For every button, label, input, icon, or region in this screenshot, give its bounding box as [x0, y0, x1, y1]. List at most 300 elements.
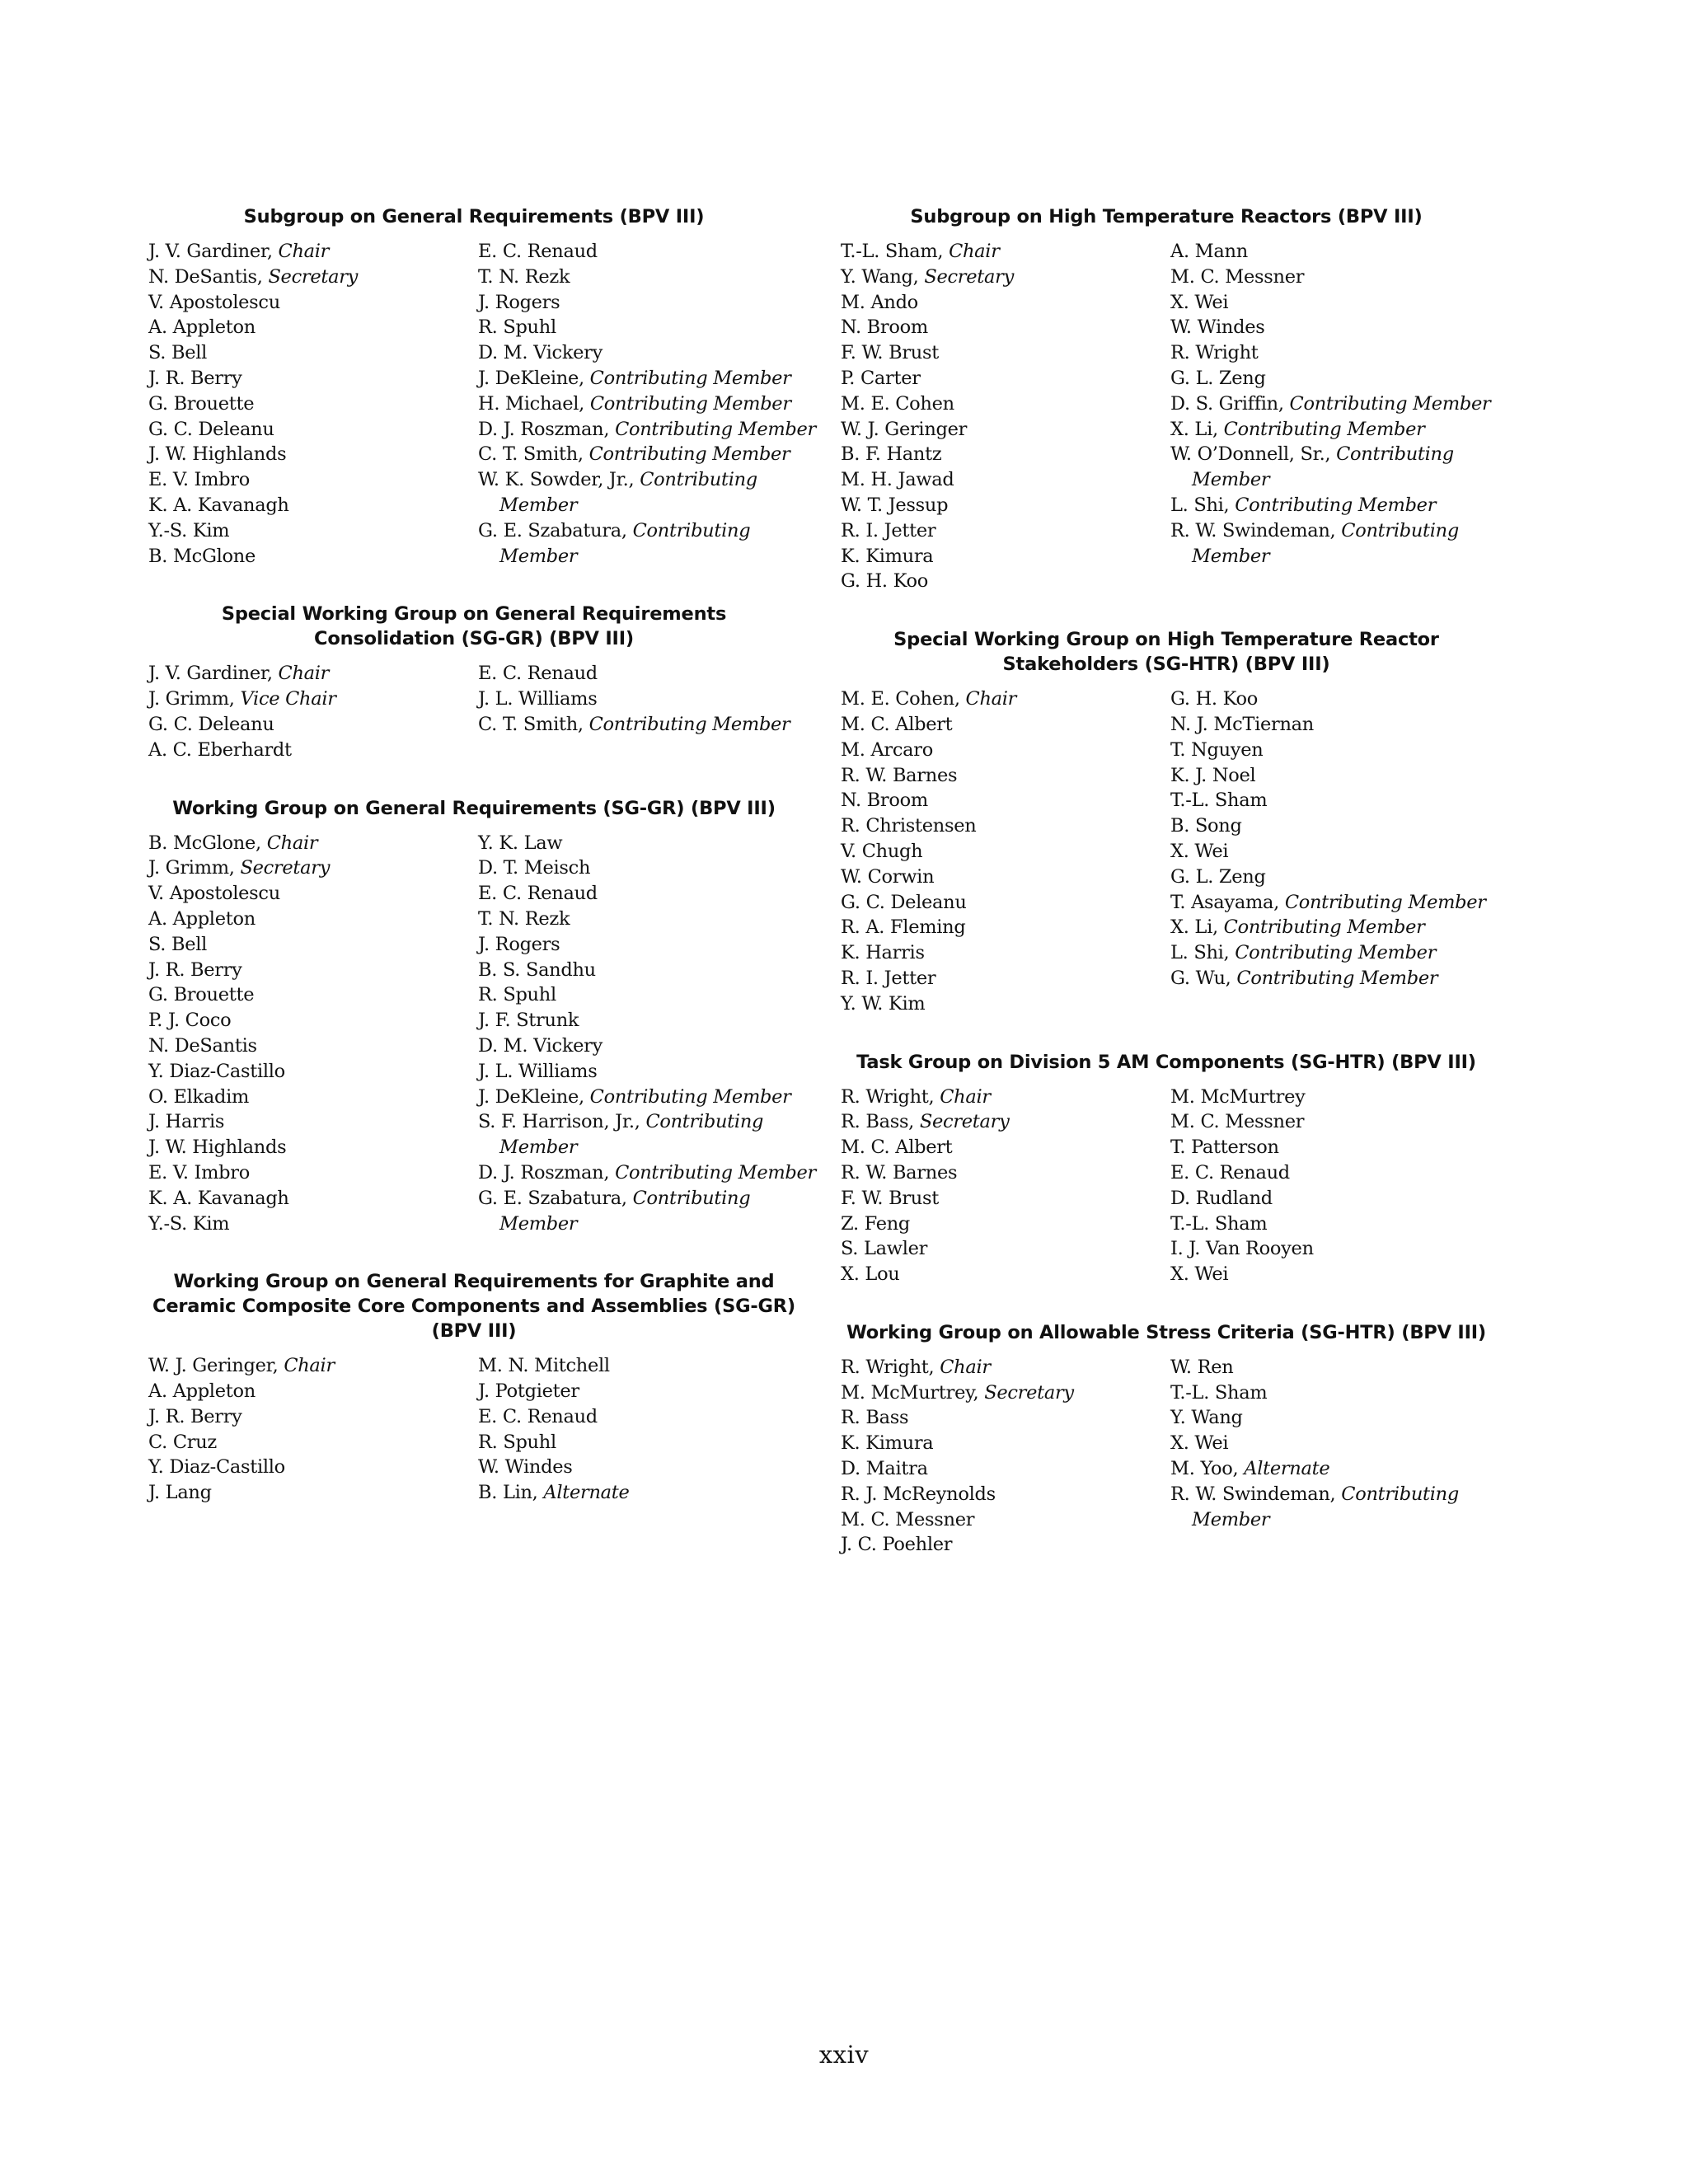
member-entry	[1170, 890, 1500, 916]
member-name: K. A. Kavanagh	[148, 494, 289, 516]
member-entry	[148, 315, 478, 340]
member-name: A. Appleton	[148, 1380, 256, 1403]
section-title: Subgroup on General Requirements (BPV III)	[243, 206, 705, 227]
member-list	[148, 239, 816, 569]
member-entry	[1170, 915, 1500, 940]
member-entry	[478, 881, 808, 907]
member-role: Alternate	[543, 1482, 630, 1504]
member-name: N. DeSantis	[148, 1034, 257, 1057]
member-name: R. Bass	[841, 1407, 909, 1429]
member-name: M. H. Jawad	[841, 469, 954, 491]
member-entry	[841, 290, 1170, 316]
member-name: G. C. Deleanu	[841, 891, 967, 913]
member-name: E. V. Imbro	[148, 469, 250, 491]
member-name: M. Arcaro	[841, 738, 933, 761]
member-entry	[478, 391, 808, 417]
member-entry	[841, 763, 1170, 789]
member-name: X. Li,	[1170, 916, 1218, 939]
member-name: Y. Wang,	[841, 265, 919, 288]
member-name: E. C. Renaud	[478, 1405, 598, 1427]
member-name: X. Wei	[1170, 840, 1229, 862]
member-entry	[478, 1379, 808, 1404]
member-name: X. Lou	[841, 1263, 900, 1286]
member-entry	[1170, 1160, 1500, 1186]
member-name: E. V. Imbro	[148, 1161, 250, 1183]
member-column	[478, 831, 816, 1237]
member-name: F. W. Brust	[841, 342, 939, 364]
section-title: Task Group on Division 5 AM Components (SG-HTR) (BPV III)	[856, 1051, 1476, 1073]
member-name: B. McGlone	[148, 545, 256, 567]
member-list	[841, 1355, 1492, 1558]
member-role-continued: Member	[499, 494, 578, 516]
section-title: Special Working Group on General Requirements Consolidation (SG-GR) (BPV III)	[221, 603, 727, 650]
member-entry	[1170, 940, 1500, 966]
member-name: M. E. Cohen	[841, 392, 954, 415]
member-entry	[841, 1380, 1170, 1406]
member-name: W. Windes	[478, 1456, 573, 1479]
member-name: Y. Diaz-Castillo	[148, 1456, 285, 1479]
member-name: G. L. Zeng	[1170, 865, 1266, 888]
member-name: Y.-S. Kim	[148, 1212, 230, 1235]
member-name: G. E. Szabatura,	[478, 519, 627, 541]
member-name: G. E. Szabatura,	[478, 1187, 627, 1209]
member-entry	[478, 1353, 808, 1379]
member-entry	[148, 958, 478, 983]
member-name: J. DeKleine,	[478, 1085, 584, 1108]
member-role-continued: Member	[1192, 545, 1270, 567]
member-name: Y. W. Kim	[841, 992, 926, 1015]
member-role: Secretary	[924, 265, 1014, 288]
member-role: Contributing Member	[1284, 891, 1486, 913]
member-entry	[1170, 865, 1500, 890]
member-name: J. W. Highlands	[148, 443, 287, 466]
member-role: Contributing	[632, 1187, 751, 1209]
member-name: K. Kimura	[841, 1432, 934, 1455]
member-entry	[841, 340, 1170, 366]
committee-section	[841, 1050, 1492, 1287]
member-name: D. Rudland	[1170, 1187, 1273, 1209]
member-column	[1170, 239, 1500, 594]
member-name: J. F. Strunk	[478, 1010, 579, 1032]
committee-section	[148, 1269, 799, 1506]
section-title: Special Working Group on High Temperature Reactor Stakeholders (SG-HTR) (BPV III)	[893, 629, 1439, 676]
member-list	[841, 687, 1492, 1016]
member-name: D. M. Vickery	[478, 1034, 603, 1057]
member-entry	[148, 1455, 478, 1480]
member-role: Contributing	[1336, 443, 1454, 466]
member-role: Chair	[278, 241, 330, 262]
member-name: T.-L. Sham	[1170, 790, 1268, 812]
member-role: Alternate	[1244, 1458, 1330, 1480]
member-name: X. Wei	[1170, 1432, 1229, 1455]
member-name: S. Bell	[148, 342, 208, 364]
member-list	[148, 831, 816, 1237]
member-name: R. W. Barnes	[841, 1161, 958, 1183]
member-role: Contributing	[1341, 519, 1459, 541]
member-name: W. Ren	[1170, 1356, 1234, 1378]
member-role-continued: Member	[1192, 1508, 1270, 1530]
member-entry	[148, 1160, 478, 1186]
member-name: J. Grimm,	[148, 857, 235, 879]
member-entry	[841, 865, 1170, 890]
member-name: C. Cruz	[148, 1431, 217, 1453]
member-list	[841, 239, 1492, 594]
member-entry	[1170, 839, 1500, 865]
member-role: Secretary	[919, 1111, 1010, 1133]
member-role: Contributing Member	[589, 392, 791, 415]
member-entry	[841, 1507, 1170, 1533]
right-column	[841, 204, 1492, 1591]
member-name: E. C. Renaud	[478, 883, 598, 905]
member-role: Secretary	[268, 265, 359, 288]
member-entry	[841, 366, 1170, 391]
member-entry	[478, 1085, 808, 1110]
member-name: J. V. Gardiner,	[148, 663, 273, 685]
member-entry	[1170, 417, 1500, 443]
member-role: Contributing	[1341, 1483, 1459, 1505]
member-entry	[841, 890, 1170, 916]
member-entry	[841, 1532, 1170, 1558]
member-name: R. W. Swindeman,	[1170, 519, 1336, 541]
member-role: Contributing Member	[1223, 418, 1425, 440]
committee-section	[841, 627, 1492, 1016]
member-entry	[1170, 1355, 1500, 1380]
member-name: A. Appleton	[148, 316, 256, 339]
member-role: Vice Chair	[240, 688, 336, 710]
member-column	[841, 1085, 1170, 1287]
member-entry	[148, 1480, 478, 1506]
member-name: R. W. Barnes	[841, 764, 958, 786]
member-name: P. Carter	[841, 367, 921, 389]
member-name: R. I. Jetter	[841, 967, 936, 989]
member-entry	[841, 1355, 1170, 1380]
member-role: Contributing	[645, 1111, 764, 1133]
member-name: K. A. Kavanagh	[148, 1187, 289, 1209]
member-name: J. R. Berry	[148, 1405, 242, 1427]
member-entry	[148, 1186, 478, 1212]
member-entry	[1170, 763, 1500, 789]
member-entry	[1170, 738, 1500, 763]
member-entry	[478, 1404, 808, 1430]
left-column	[148, 204, 816, 1539]
member-role: Chair	[940, 1085, 991, 1108]
member-role: Contributing	[640, 469, 757, 491]
member-entry	[478, 831, 808, 856]
member-name: M. C. Messner	[841, 1508, 975, 1530]
member-entry	[841, 518, 1170, 544]
member-entry	[148, 831, 478, 856]
member-name: V. Chugh	[841, 840, 923, 862]
member-entry	[478, 518, 808, 569]
member-column	[478, 239, 816, 569]
member-name: G. Brouette	[148, 984, 255, 1006]
member-name: K. J. Noel	[1170, 764, 1256, 786]
member-role-continued: Member	[499, 545, 578, 567]
member-name: A. Appleton	[148, 907, 256, 930]
member-name: M. C. Messner	[1170, 265, 1305, 288]
member-name: N. Broom	[841, 316, 928, 339]
member-role: Contributing Member	[615, 1161, 816, 1183]
member-name: B. F. Hantz	[841, 443, 942, 466]
member-role: Chair	[940, 1356, 991, 1378]
member-entry	[1170, 1212, 1500, 1237]
member-entry	[148, 493, 478, 518]
member-column	[1170, 1355, 1500, 1558]
member-role: Chair	[284, 1355, 335, 1377]
member-entry	[478, 1186, 808, 1237]
member-entry	[478, 239, 808, 265]
member-entry	[841, 940, 1170, 966]
member-role: Contributing Member	[1236, 967, 1438, 989]
member-name: R. Spuhl	[478, 316, 556, 339]
member-entry	[841, 569, 1170, 594]
member-entry	[478, 442, 808, 467]
member-entry	[148, 518, 478, 544]
member-list	[148, 1353, 799, 1506]
member-name: J. R. Berry	[148, 367, 242, 389]
committee-section	[148, 796, 816, 1237]
member-entry	[478, 366, 808, 391]
member-entry	[478, 855, 808, 881]
member-entry	[478, 1160, 816, 1186]
member-entry	[148, 442, 478, 467]
member-column	[478, 1353, 808, 1506]
section-title: Working Group on General Requirements (SG-GR) (BPV III)	[172, 797, 776, 819]
member-entry	[1170, 1085, 1500, 1110]
member-column	[148, 661, 478, 762]
member-name: W. O’Donnell, Sr.,	[1170, 443, 1331, 466]
member-entry	[478, 1033, 808, 1059]
member-entry	[148, 712, 478, 738]
member-entry	[148, 1109, 478, 1135]
member-name: E. C. Renaud	[1170, 1161, 1290, 1183]
member-entry	[841, 239, 1170, 265]
member-name: K. Kimura	[841, 545, 934, 567]
member-name: F. W. Brust	[841, 1187, 939, 1209]
member-name: M. N. Mitchell	[478, 1355, 610, 1377]
member-name: R. W. Swindeman,	[1170, 1483, 1336, 1505]
member-name: T.-L. Sham	[1170, 1381, 1268, 1404]
member-entry	[1170, 813, 1500, 839]
member-role: Contributing Member	[589, 1085, 791, 1108]
member-entry	[478, 315, 808, 340]
member-entry	[478, 1480, 808, 1506]
member-name: D. S. Griffin,	[1170, 392, 1284, 415]
member-entry	[1170, 1236, 1500, 1262]
member-role-continued: Member	[1192, 469, 1270, 491]
member-name: N. DeSantis,	[148, 265, 263, 288]
member-entry	[841, 1135, 1170, 1160]
member-entry	[478, 340, 808, 366]
member-name: X. Wei	[1170, 291, 1229, 313]
member-entry	[148, 265, 478, 290]
member-name: D. J. Roszman,	[478, 418, 610, 440]
member-name: M. McMurtrey	[1170, 1085, 1306, 1108]
member-name: C. T. Smith,	[478, 443, 584, 466]
member-role: Contributing	[632, 519, 751, 541]
member-entry	[841, 1431, 1170, 1456]
member-entry	[478, 290, 808, 316]
member-entry	[1170, 1262, 1500, 1287]
member-name: M. Yoo,	[1170, 1458, 1239, 1480]
member-name: R. Wright	[1170, 342, 1259, 364]
member-entry	[841, 391, 1170, 417]
member-name: M. E. Cohen,	[841, 688, 960, 710]
member-entry	[841, 493, 1170, 518]
member-entry	[148, 1353, 478, 1379]
member-column	[478, 661, 808, 762]
member-role: Contributing Member	[1223, 916, 1425, 939]
member-entry	[841, 1085, 1170, 1110]
member-name: J. R. Berry	[148, 958, 242, 981]
member-entry	[841, 1186, 1170, 1212]
member-name: X. Li,	[1170, 418, 1218, 440]
member-name: Y.-S. Kim	[148, 519, 230, 541]
member-name: T. N. Rezk	[478, 907, 570, 930]
member-name: G. H. Koo	[841, 570, 928, 593]
member-column	[148, 831, 478, 1237]
member-name: W. J. Geringer,	[148, 1355, 279, 1377]
member-entry	[1170, 1109, 1500, 1135]
member-role: Chair	[949, 241, 1000, 262]
member-entry	[841, 265, 1170, 290]
member-name: W. Corwin	[841, 865, 935, 888]
member-entry	[841, 712, 1170, 738]
member-name: R. Wright,	[841, 1356, 935, 1378]
member-role: Contributing Member	[589, 367, 791, 389]
member-name: C. T. Smith,	[478, 713, 584, 735]
member-entry	[1170, 788, 1500, 813]
member-entry	[841, 1262, 1170, 1287]
member-entry	[148, 1404, 478, 1430]
member-entry	[478, 958, 808, 983]
section-title: Working Group on General Requirements for Graphite and Ceramic Composite Core Components and Assemblies (SG-GR) (BPV III)	[152, 1271, 795, 1343]
member-entry	[148, 881, 478, 907]
member-entry	[1170, 687, 1500, 712]
member-role: Secretary	[240, 857, 331, 879]
member-name: T. Asayama,	[1170, 891, 1279, 913]
member-entry	[841, 315, 1170, 340]
member-entry	[148, 1212, 478, 1237]
member-name: L. Shi,	[1170, 942, 1230, 964]
member-name: V. Apostolescu	[148, 883, 280, 905]
member-name: G. C. Deleanu	[148, 713, 274, 735]
member-name: R. Spuhl	[478, 984, 556, 1006]
member-entry	[841, 839, 1170, 865]
member-column	[1170, 1085, 1500, 1287]
member-name: B. Lin,	[478, 1482, 538, 1504]
member-role: Contributing Member	[588, 443, 790, 466]
member-role: Contributing Member	[1235, 494, 1437, 516]
member-entry	[148, 982, 478, 1008]
member-name: R. Wright,	[841, 1085, 935, 1108]
member-role: Chair	[266, 832, 318, 854]
member-entry	[148, 1033, 478, 1059]
member-role: Chair	[278, 663, 330, 685]
member-entry	[841, 1236, 1170, 1262]
member-name: E. C. Renaud	[478, 241, 598, 262]
member-column	[841, 239, 1170, 594]
member-entry	[148, 738, 478, 763]
member-name: R. J. McReynolds	[841, 1483, 996, 1505]
member-entry	[841, 687, 1170, 712]
member-name: A. Mann	[1170, 241, 1248, 262]
member-name: D. M. Vickery	[478, 342, 603, 364]
member-column	[841, 687, 1170, 1016]
member-name: S. Bell	[148, 933, 208, 955]
member-entry	[478, 982, 808, 1008]
member-entry	[478, 712, 808, 738]
member-role-continued: Member	[499, 1137, 578, 1159]
member-name: G. H. Koo	[1170, 688, 1258, 710]
member-name: T. N. Rezk	[478, 265, 570, 288]
member-name: J. V. Gardiner,	[148, 241, 273, 262]
page-number: xxiv	[818, 2041, 870, 2069]
member-name: X. Wei	[1170, 1263, 1229, 1286]
member-list	[841, 1085, 1492, 1287]
member-entry	[148, 1085, 478, 1110]
member-name: M. C. Messner	[1170, 1111, 1305, 1133]
member-entry	[148, 417, 478, 443]
member-entry	[478, 687, 808, 712]
member-name: J. L. Williams	[478, 688, 598, 710]
member-name: J. W. Highlands	[148, 1137, 287, 1159]
member-entry	[841, 1160, 1170, 1186]
member-role: Secretary	[984, 1381, 1074, 1404]
member-column	[841, 1355, 1170, 1558]
member-entry	[148, 1008, 478, 1033]
member-name: M. C. Albert	[841, 1137, 953, 1159]
member-entry	[1170, 290, 1500, 316]
member-entry	[148, 855, 478, 881]
member-entry	[478, 1059, 808, 1085]
member-name: B. McGlone,	[148, 832, 261, 854]
member-entry	[1170, 1405, 1500, 1431]
member-entry	[148, 340, 478, 366]
member-role: Contributing Member	[1235, 942, 1437, 964]
member-name: R. Christensen	[841, 815, 977, 837]
member-name: J. Rogers	[478, 291, 560, 313]
member-name: A. C. Eberhardt	[148, 738, 292, 761]
member-name: T. Nguyen	[1170, 738, 1264, 761]
member-name: M. McMurtrey,	[841, 1381, 979, 1404]
member-entry	[148, 932, 478, 958]
member-name: R. Spuhl	[478, 1431, 556, 1453]
member-name: P. J. Coco	[148, 1010, 232, 1032]
member-column	[148, 1353, 478, 1506]
member-list	[148, 661, 799, 762]
member-name: W. K. Sowder, Jr.,	[478, 469, 635, 491]
member-name: W. J. Geringer	[841, 418, 968, 440]
member-entry	[148, 290, 478, 316]
member-entry	[148, 907, 478, 932]
member-name: W. T. Jessup	[841, 494, 949, 516]
member-name: J. DeKleine,	[478, 367, 584, 389]
member-name: H. Michael,	[478, 392, 585, 415]
member-entry	[148, 1059, 478, 1085]
member-entry	[841, 915, 1170, 940]
member-entry	[1170, 493, 1500, 518]
member-name: Y. K. Law	[478, 832, 563, 854]
member-entry	[841, 991, 1170, 1017]
member-name: G. Brouette	[148, 392, 255, 415]
member-name: V. Apostolescu	[148, 291, 280, 313]
member-name: D. Maitra	[841, 1458, 928, 1480]
member-entry	[841, 442, 1170, 467]
member-role-continued: Member	[499, 1212, 578, 1235]
member-name: Y. Diaz-Castillo	[148, 1060, 285, 1082]
member-name: S. Lawler	[841, 1238, 928, 1260]
